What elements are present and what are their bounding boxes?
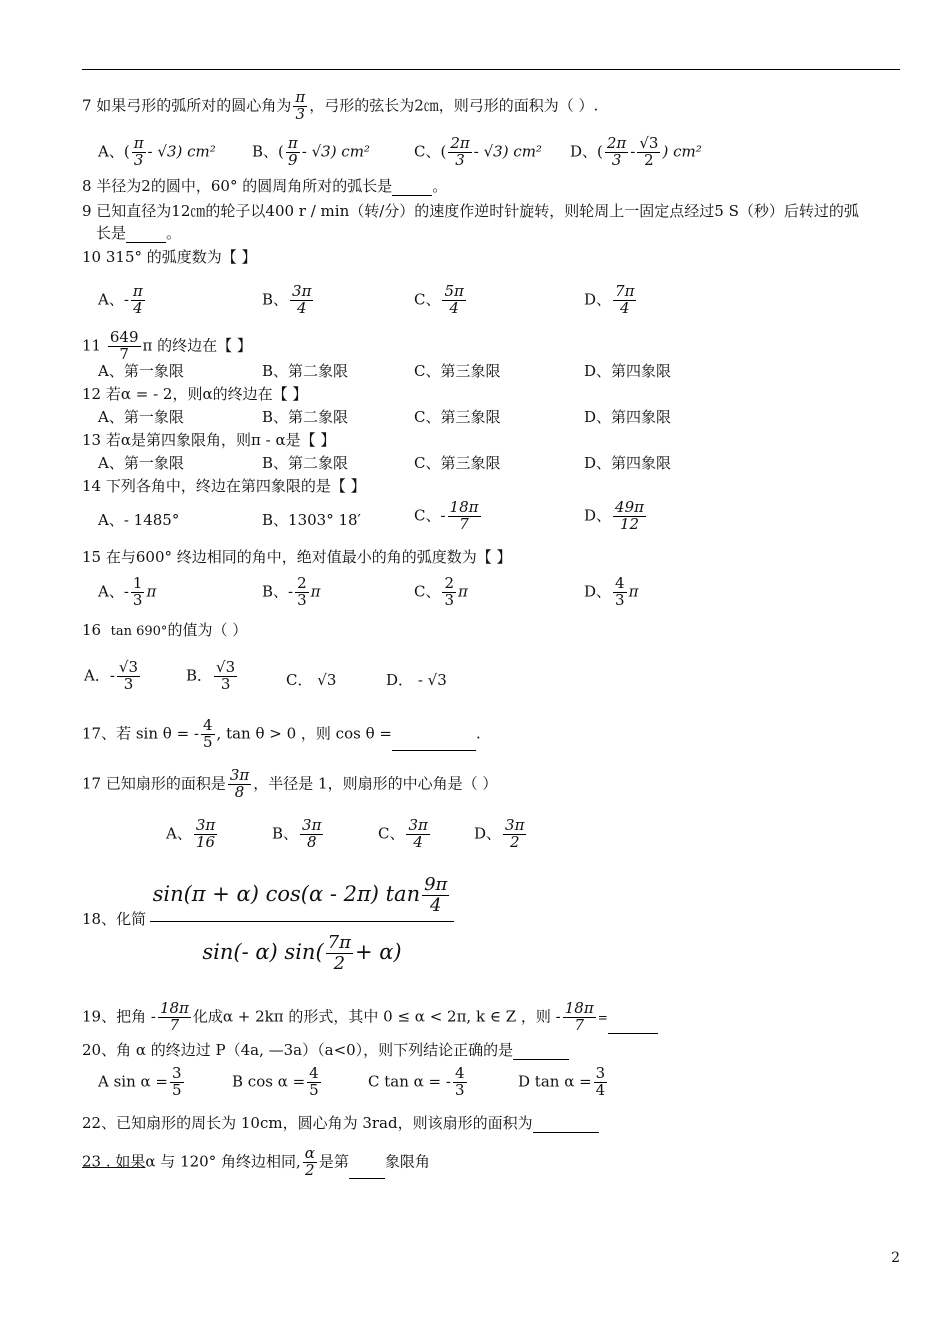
- q7-text-tail: ，弓形的弦长为2㎝，则弓形的面积为（ ）.: [309, 96, 599, 115]
- q11-option-c: C、第三象限: [414, 362, 501, 380]
- q7-option-a: A、( $\frac{\pi}{3}$ - √3) cm²: [98, 134, 216, 169]
- question-11: 11 $\frac{649}{7}$ π 的终边在【 】: [82, 328, 252, 363]
- question-9: 9 已知直径为12㎝的轮子以400 r / min（转/分）的速度作逆时针旋转，则轮周上一固定点经过5 S（秒）后转过的弧: [82, 202, 859, 220]
- q11-option-a: A、第一象限: [98, 362, 184, 380]
- q13-option-a: A、第一象限: [98, 454, 184, 472]
- q7-option-b: B、( $\frac{\pi}{9}$ - √3) cm²: [252, 134, 370, 169]
- q15-option-d: D、 $\frac{4}{3}$ π: [584, 574, 639, 609]
- q10-option-b: B、 $\frac{3\pi}{4}$: [262, 282, 312, 317]
- q7-text: 7 如果弓形的弧所对的圆心角为: [82, 96, 292, 115]
- q15-option-a: A、- $\frac{1}{3}$ π: [98, 574, 157, 609]
- question-16: 16 tan 690°的值为（ ）: [82, 621, 248, 639]
- q7-option-d: D、( $\frac{2\pi}{3}$ - $\frac{√3}{2}$ ) cm²: [570, 134, 702, 169]
- question-17b: 17 已知扇形的面积是 $\frac{3\pi}{8}$ ，半径是 1，则扇形的中心角是（ ）: [82, 766, 498, 801]
- q12-option-b: B、第二象限: [262, 408, 349, 426]
- answer-blank[interactable]: [392, 181, 432, 196]
- q13-option-d: D、第四象限: [584, 454, 672, 472]
- q17b-option-d: D、 $\frac{3\pi}{2}$: [474, 816, 525, 851]
- question-20: 20、角 α 的终边过 P（4a, —3a）（a<0），则下列结论正确的是: [82, 1040, 569, 1060]
- q16-option-a: A．- $\frac{√3}{3}$: [84, 658, 139, 693]
- q14-option-b: B、1303° 18′: [262, 511, 361, 529]
- q13-option-b: B、第二象限: [262, 454, 349, 472]
- q12-option-d: D、第四象限: [584, 408, 672, 426]
- question-13: 13 若α是第四象限角，则π - α是【 】: [82, 431, 336, 449]
- q20-option-a: A sin α = $\frac{3}{5}$: [98, 1064, 182, 1099]
- page-number: 2: [891, 1250, 900, 1266]
- q15-option-b: B、- $\frac{2}{3}$ π: [262, 574, 321, 609]
- question-23: 23 . 如果α 与 120° 角终边相同, $\frac{\alpha}{2}$ 是第 象限角: [82, 1144, 430, 1179]
- q15-option-c: C、 $\frac{2}{3}$ π: [414, 574, 468, 609]
- q10-option-c: C、 $\frac{5\pi}{4}$: [414, 282, 464, 317]
- q11-option-d: D、第四象限: [584, 362, 672, 380]
- question-10: 10 315° 的弧度数为【 】: [82, 248, 257, 266]
- q16-option-d: D． - √3: [386, 671, 447, 689]
- q16-option-b: B． $\frac{√3}{3}$: [186, 658, 236, 693]
- question-14: 14 下列各角中，终边在第四象限的是【 】: [82, 477, 366, 495]
- q17b-option-b: B、 $\frac{3\pi}{8}$: [272, 816, 322, 851]
- q17b-option-a: A、 $\frac{3\pi}{16}$: [166, 816, 216, 851]
- answer-blank[interactable]: [126, 228, 166, 243]
- q20-option-d: D tan α = $\frac{3}{4}$: [518, 1064, 606, 1099]
- q11-option-b: B、第二象限: [262, 362, 349, 380]
- q10-option-a: A、- $\frac{\pi}{4}$: [98, 282, 143, 317]
- question-8: 8 半径为2的圆中，60° 的圆周角所对的弧长是 。: [82, 177, 448, 195]
- q7-option-c: C、( $\frac{2\pi}{3}$ - √3) cm²: [414, 134, 542, 169]
- question-22: 22、已知扇形的周长为 10cm，圆心角为 3rad，则该扇形的面积为: [82, 1113, 599, 1133]
- q12-option-c: C、第三象限: [414, 408, 501, 426]
- q16-option-c: C． √3: [286, 671, 337, 689]
- q20-option-b: B cos α = $\frac{4}{5}$: [232, 1064, 319, 1099]
- question-19: 19、把角 - $\frac{18\pi}{7}$ 化成α + 2kπ 的形式，其中 0 ≤ α < 2π, k ∈ Z ，则 - $\frac{18\pi}{7}$ =: [82, 1001, 658, 1034]
- answer-blank[interactable]: [513, 1045, 569, 1060]
- q18-denominator: sin(- α) sin( $\frac{7\pi}{2}$ + α): [202, 932, 402, 974]
- q12-option-a: A、第一象限: [98, 408, 184, 426]
- q18-numerator: sin(π + α) cos(α - 2π) tan $\frac{9\pi}{4}$: [152, 874, 448, 916]
- q17b-option-c: C、 $\frac{3\pi}{4}$: [378, 816, 428, 851]
- q14-option-d: D、 $\frac{49\pi}{12}$: [584, 498, 644, 533]
- question-9-line2: 长是 。: [96, 224, 182, 242]
- answer-blank[interactable]: [349, 1164, 385, 1179]
- question-17a: 17、若 sin θ = - $\frac{4}{5}$ , tan θ > 0 ，则 cos θ = .: [82, 716, 481, 751]
- q14-option-a: A、- 1485°: [98, 511, 180, 529]
- question-18-label: 18、化简: [82, 910, 147, 928]
- q13-option-c: C、第三象限: [414, 454, 501, 472]
- question-7: [82, 90, 598, 123]
- q10-option-d: D、 $\frac{7\pi}{4}$: [584, 282, 635, 317]
- answer-blank[interactable]: [392, 736, 476, 751]
- question-15: 15 在与600° 终边相同的角中，绝对值最小的角的弧度数为【 】: [82, 548, 512, 566]
- q18-fraction-bar: [150, 921, 454, 922]
- answer-blank[interactable]: [533, 1118, 599, 1133]
- header-rule: [82, 69, 900, 70]
- q20-option-c: C tan α = - $\frac{4}{3}$: [368, 1064, 465, 1099]
- q14-option-c: C、- $\frac{18\pi}{7}$: [414, 498, 479, 533]
- answer-blank[interactable]: [608, 1019, 658, 1034]
- question-12: 12 若α = - 2，则α的终边在【 】: [82, 385, 308, 403]
- q7-fraction: $\frac{\pi}{3}$: [295, 88, 306, 123]
